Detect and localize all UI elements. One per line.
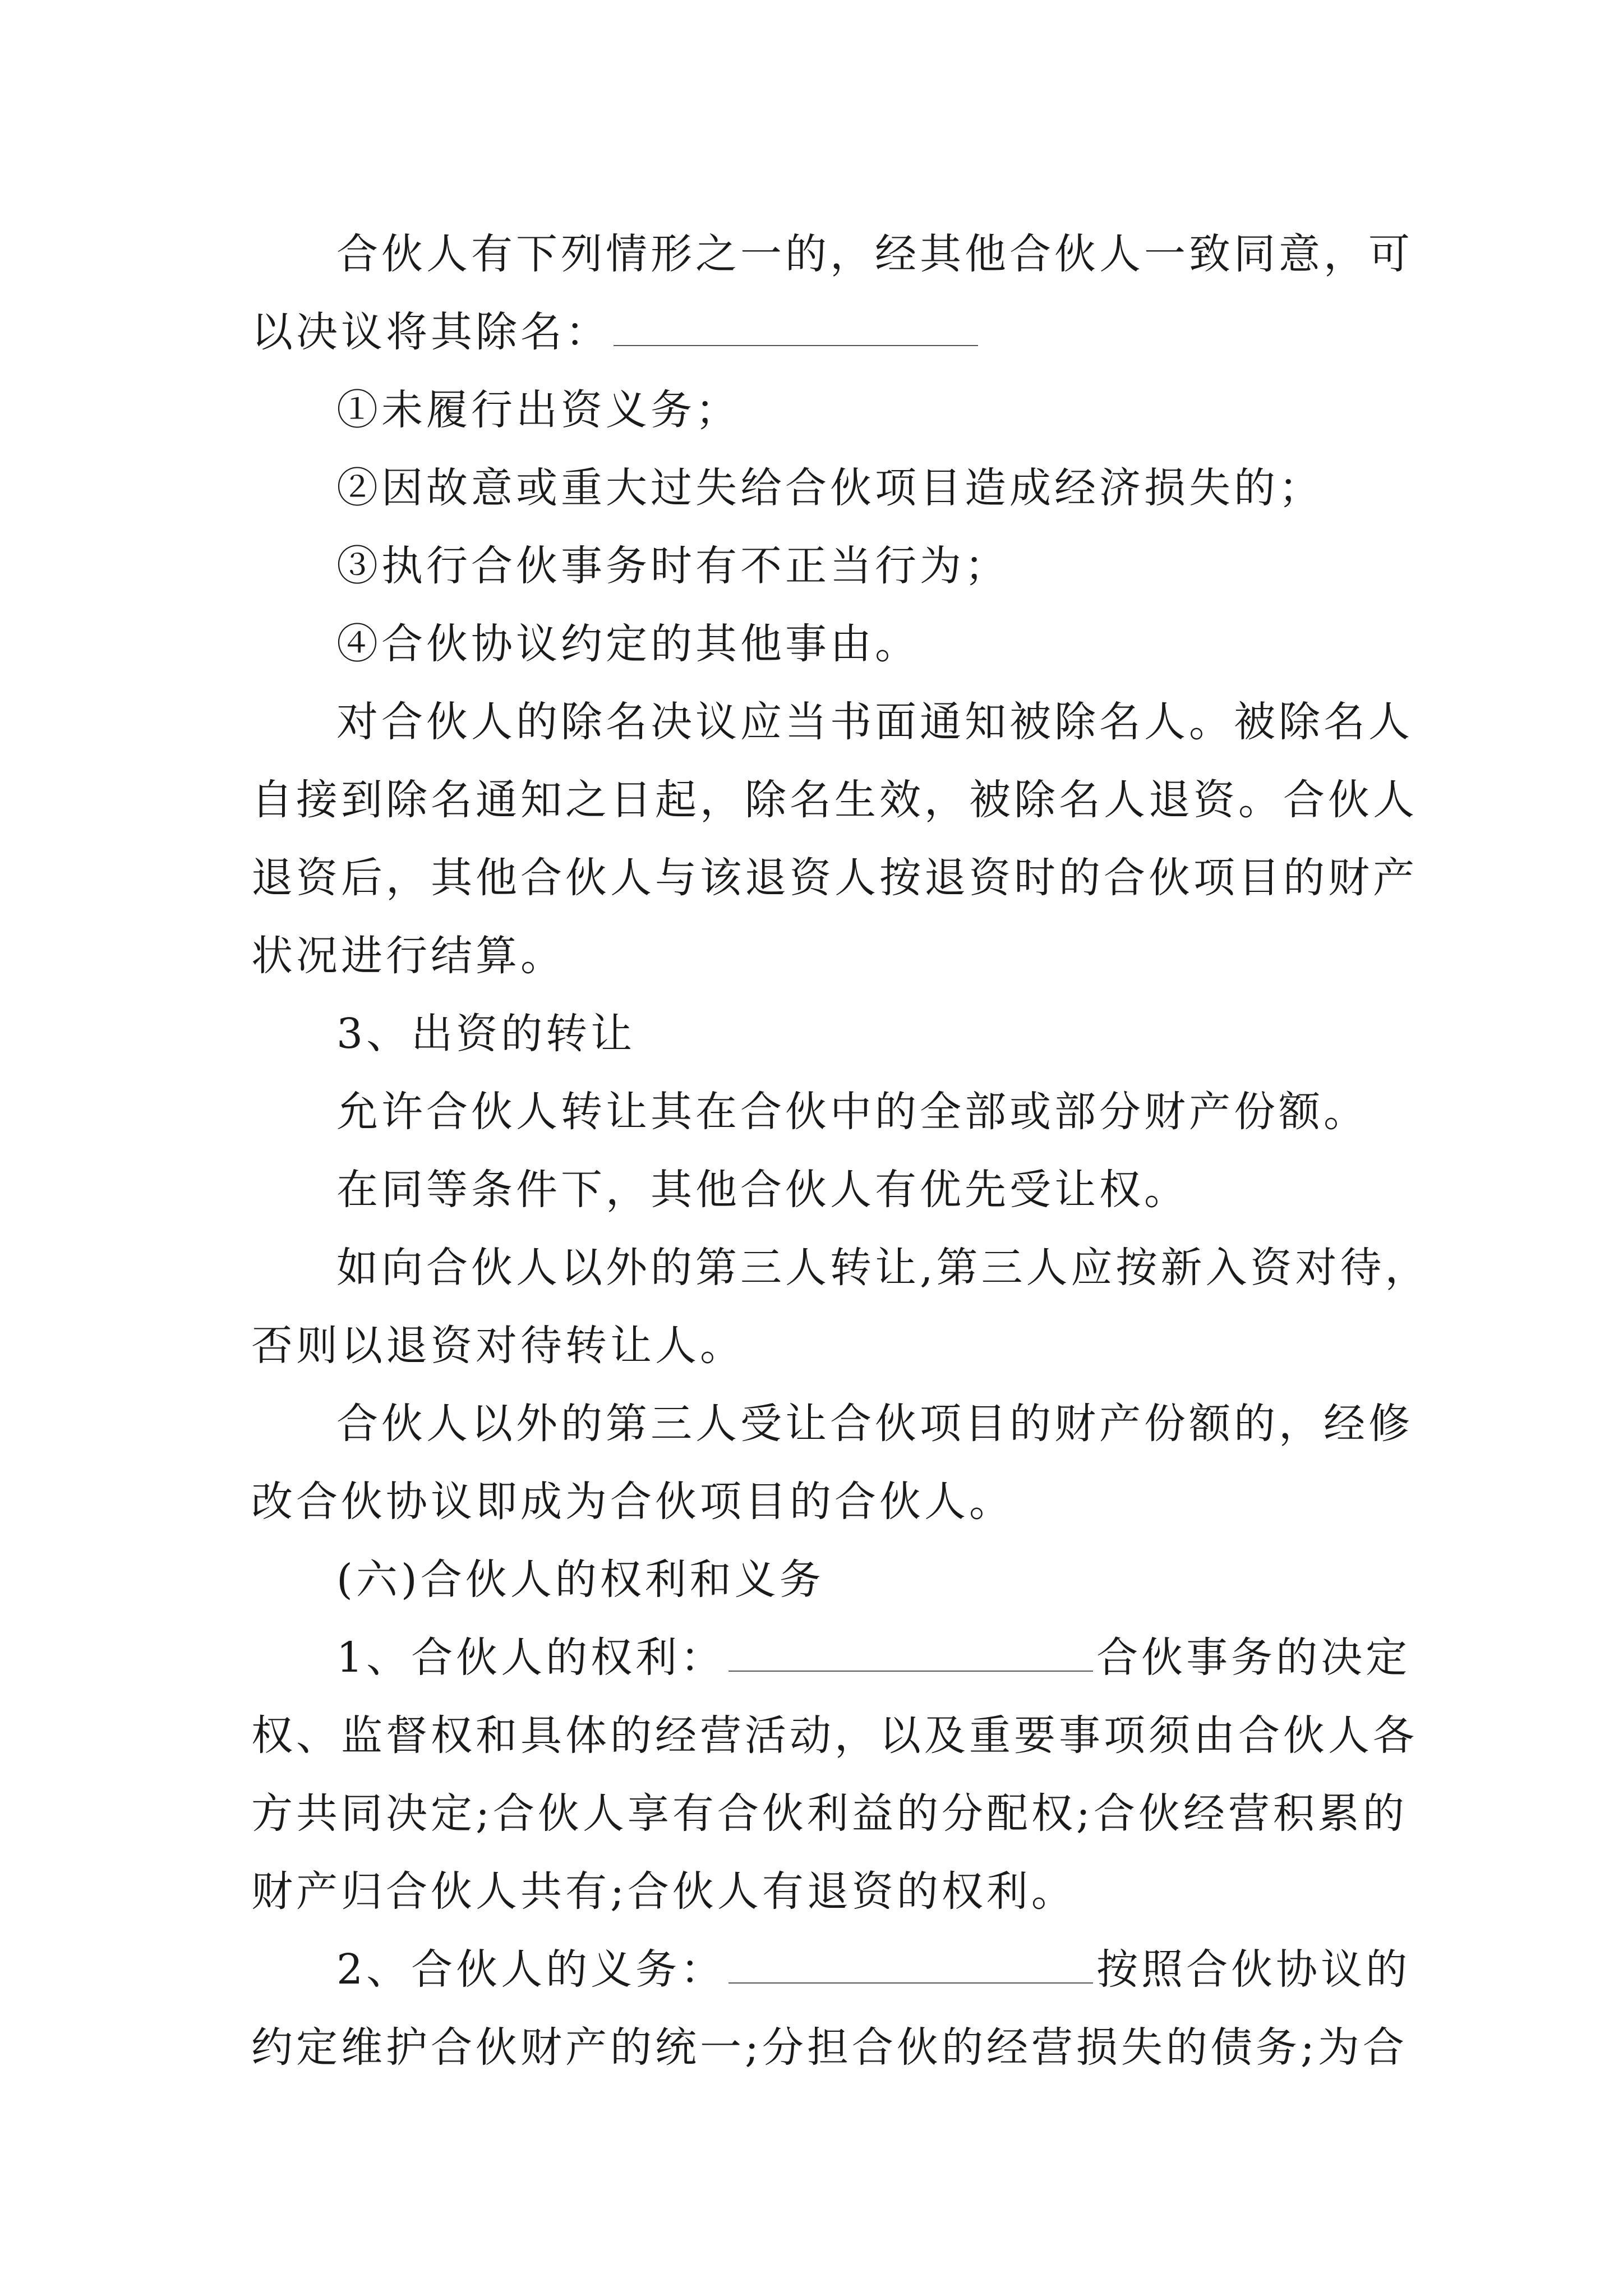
paragraph-line: 合伙人以外的第三人受让合伙项目的财产份额的，经修: [336, 1400, 1413, 1448]
line-text: 2、合伙人的义务：: [336, 1945, 726, 1994]
fill-in-blank[interactable]: [728, 1939, 1093, 1984]
paragraph-line: 财产归合伙人共有;合伙人有退资的权利。: [251, 1867, 1076, 1916]
paragraph-line: [336, 1930, 1410, 2009]
list-item: ④合伙协议约定的其他事由。: [336, 620, 920, 668]
paragraph-line: 退资后，其他合伙人与该退资人按退资时的合伙项目的财产: [251, 854, 1418, 902]
line-text: 合伙事务的决定: [1096, 1634, 1411, 1682]
line-text: 按照合伙协议的: [1096, 1945, 1411, 1994]
paragraph-line: 合伙人有下列情形之一的，经其他合伙人一致同意，可: [336, 230, 1413, 278]
paragraph-line: 对合伙人的除名决议应当书面通知被除名人。被除名人: [336, 698, 1413, 746]
section-heading: (六)合伙人的权利和义务: [336, 1556, 824, 1604]
line-text: 以决议将其除名：: [251, 308, 610, 356]
list-item: ①未履行出资义务；: [336, 386, 740, 434]
paragraph-line: 自接到除名通知之日起，除名生效，被除名人退资。合伙人: [251, 776, 1418, 824]
paragraph-line: 允许合伙人转让其在合伙中的全部或部分财产份额。: [336, 1088, 1368, 1136]
list-item: ②因故意或重大过失给合伙项目造成经济损失的；: [336, 464, 1324, 512]
list-item: ③执行合伙事务时有不正当行为；: [336, 542, 1009, 590]
fill-in-blank[interactable]: [614, 301, 978, 346]
paragraph-line: 权、监督权和具体的经营活动，以及重要事项须由合伙人各: [251, 1711, 1418, 1760]
paragraph-line: [336, 1618, 1410, 1697]
paragraph-line: 如向合伙人以外的第三人转让,第三人应按新入资对待，: [336, 1244, 1430, 1292]
section-heading: 3、出资的转让: [336, 1010, 636, 1058]
paragraph-line: 改合伙协议即成为合伙项目的合伙人。: [251, 1478, 1014, 1526]
paragraph-line: 否则以退资对待转让人。: [251, 1322, 745, 1370]
line-text: 1、合伙人的权利：: [336, 1634, 726, 1682]
paragraph-line: 方共同决定;合伙人享有合伙利益的分配权;合伙经营积累的: [251, 1789, 1408, 1838]
paragraph-line: 在同等条件下，其他合伙人有优先受让权。: [336, 1166, 1189, 1214]
paragraph-line: 约定维护合伙财产的统一;分担合伙的经营损失的债务;为合: [251, 2023, 1408, 2072]
paragraph-line: [251, 293, 981, 371]
paragraph-line: 状况进行结算。: [251, 932, 565, 980]
fill-in-blank[interactable]: [728, 1627, 1093, 1672]
